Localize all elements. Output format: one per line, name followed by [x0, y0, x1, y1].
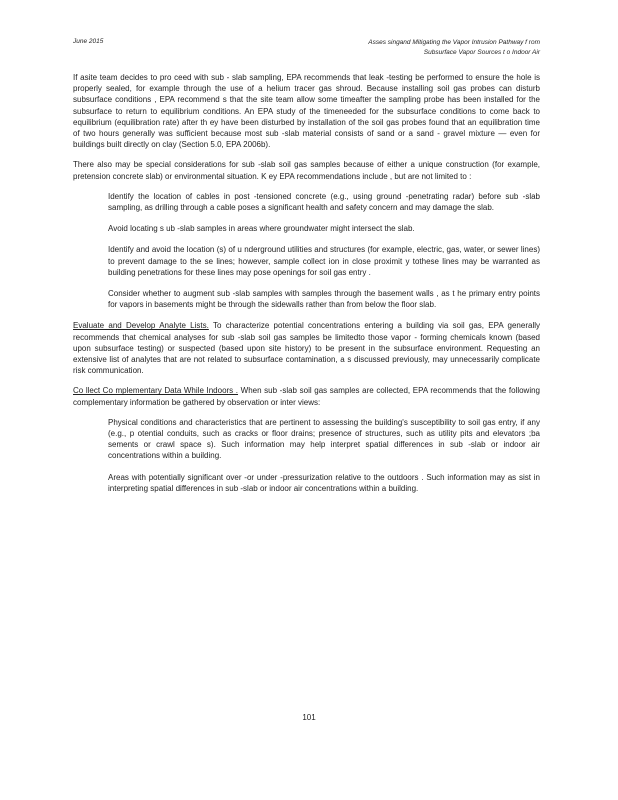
paragraph-special-considerations: There also may be special considerations for sub -slab soil gas samples because of either a unique construction (for example, pretension concrete slab) or environmental situation. K ey EPA recommendations include , but are not limited to : [73, 160, 540, 181]
list-item-text: Identify and avoid the location (s) of u nderground utilities and structures (for example, electric, gas, water, or sewer lines) to prevent damage to the se lines; however, sample collect ion in close proximit y tothese lines may be warranted as building penetrations for these lines may pose openings for soil gas entry . [108, 245, 540, 277]
list-item-text: Areas with potentially significant over -or under -pressurization relative to the outdoors . Such information may as sist in interpreting spatial differences in sub -slab or indoor air concentrations within a building. [108, 472, 540, 493]
header-date: June 2015 [73, 38, 104, 45]
section-lead-complementary-data: Co llect Co mplementary Data While Indoors . [73, 386, 239, 396]
header-title-line-2: Subsurface Vapor Sources t o Indoor Air [423, 49, 540, 56]
paragraph-complementary-data [73, 385, 540, 407]
document-body [73, 72, 540, 504]
header-title-line-1: Asses singand Mitigating the Vapor Intrusion Pathway f rom [368, 39, 540, 46]
list-item [73, 223, 540, 234]
list-item [73, 191, 540, 213]
list-item-text: Identify the location of cables in post -tensioned concrete (e.g., using ground -penetrating radar) before sub -slab sampling, as drilling through a cable poses a significant health and safety concern and may damage the slab. [108, 191, 540, 213]
list-item [73, 417, 540, 462]
paragraph-leak-testing: If asite team decides to pro ceed with sub - slab sampling, EPA recommends that leak -testing be performed to ensure the hole is properly sealed, for example through the use of a helium tracer gas shroud. Because installing soil gas probes can disturb subsurface conditions , EPA recommend s that the site team allow some timeafter the sampling probe has been installed for the subsurface to return to equilibrium conditions. An EPA study of the timeneeded for the subsurface conditions to come back to equilibrium (equilibration rate) after th ey have been disturbed by installation of the soil gas probes found that an equilibration time of two hours generally was sufficient because most sub -slab material consists of sand or a sand - gravel mixture — even for buildings built directly on clay (Section 5.0, EPA 2006b). [73, 73, 540, 150]
list-item [73, 244, 540, 278]
header-title [280, 38, 540, 58]
list-item [73, 472, 540, 494]
list-item-text: Physical conditions and characteristics that are pertinent to assessing the building's susceptibility to soil gas entry, if any (e.g., p otential conduits, such as cracks or floor drains; presence of structures, such as utility pits and elevators ;ba sements or crawl space s). Such information may help interpret spatial differences in sub -slab or indoor air concentrations within a building. [108, 417, 540, 461]
page-number: 101 [302, 713, 316, 722]
list-item [73, 288, 540, 310]
section-lead-analyte-lists: Evaluate and Develop Analyte Lists. [73, 321, 209, 331]
paragraph-analyte-lists [73, 320, 540, 376]
list-item-text: Avoid locating s ub -slab samples in areas where groundwater might intersect the slab. [108, 224, 415, 234]
list-item-text: Consider whether to augment sub -slab samples with samples through the basement walls , as t he primary entry points for vapors in basements might be through the sidewalls rather than from below the floor slab. [108, 289, 540, 310]
paragraph-text: When sub -slab soil gas samples are collected, EPA recommends that the following complementary information be gathered by observation or inter views: [73, 386, 540, 407]
observation-list [73, 417, 540, 494]
recommendations-list [73, 191, 540, 311]
paragraph-text: To characterize potential concentrations entering a building via soil gas, EPA generally recommends that chemical analyses for sub -slab soil gas samples be limitedto those vapor - forming chemicals known (based upon subsurface testing) or suspected (based upon site history) to be present in the subsurface environment. Requesting an extensive list of analytes that are not related to subsurface contamination, a s discussed previously, may unnecessarily complicate risk communication. [73, 321, 540, 376]
